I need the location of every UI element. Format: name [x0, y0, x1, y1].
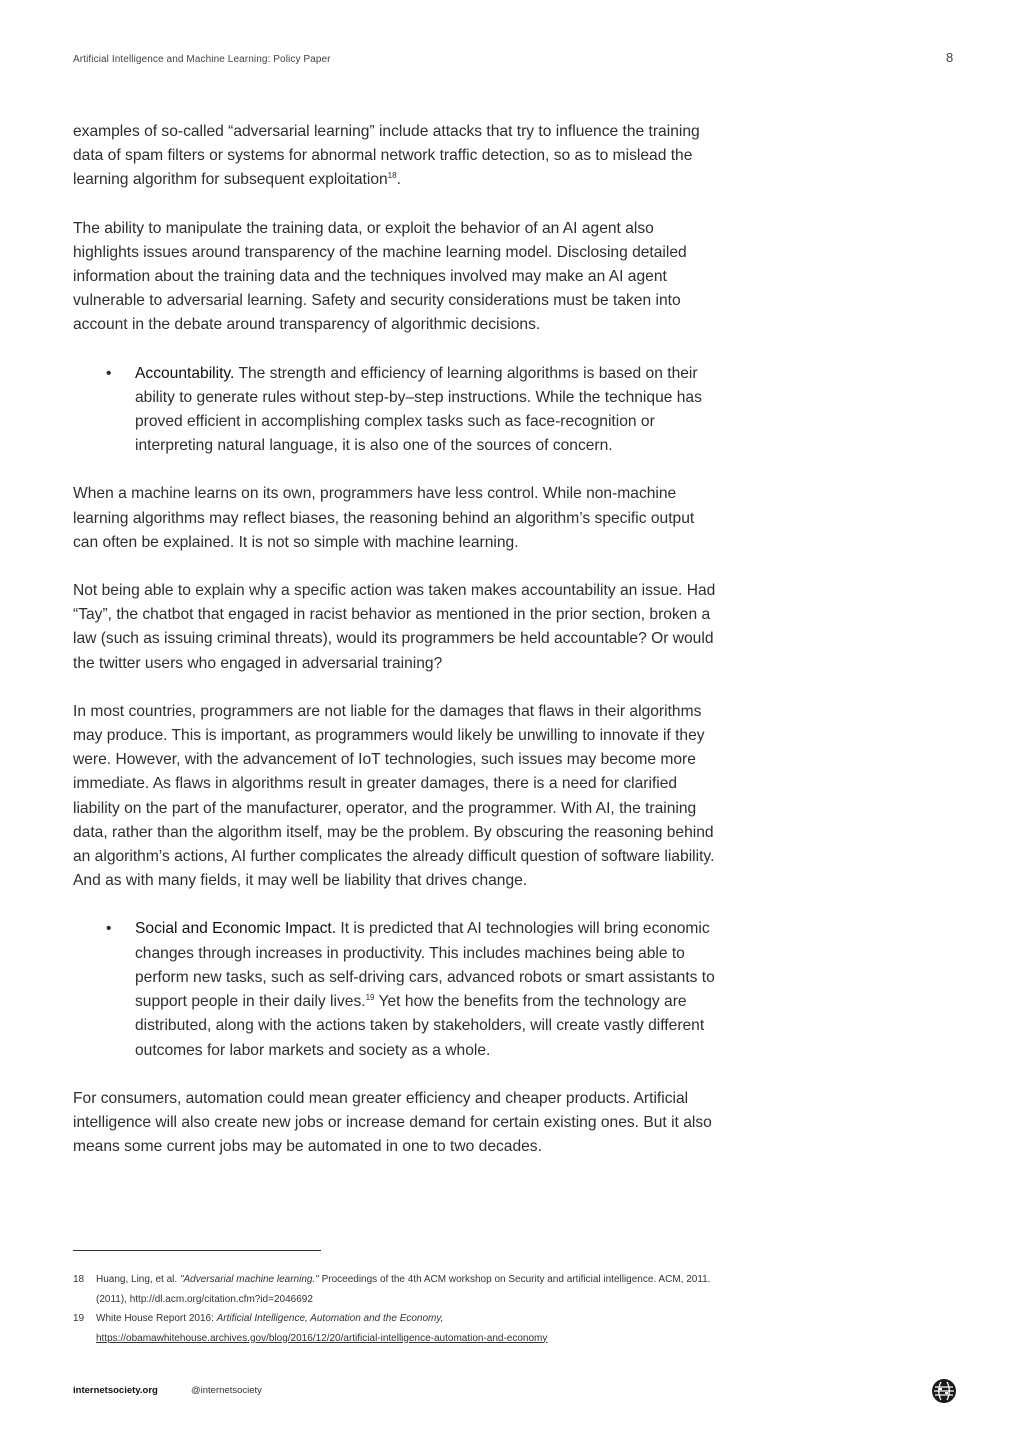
footnote-19	[73, 1309, 713, 1348]
paragraph-adversarial-learning	[73, 120, 723, 193]
footnote-text: Huang, Ling, et al.	[96, 1274, 180, 1285]
main-content	[73, 120, 723, 1183]
paragraph-transparency: The ability to manipulate the training data, or exploit the behavior of an AI agent also highlights issues around transparency of the machine learning model. Disclosing detailed information about the training data and the techniques involved may make an AI agent vulnerable to adversarial learning. Safety and security considerations must be taken into account in the debate around transparency of algorithmic decisions.	[73, 219, 687, 334]
footnote-ref-19[interactable]: 19	[365, 992, 375, 1002]
footnote-title: "Adversarial machine learning."	[179, 1274, 319, 1285]
paragraph-text: examples of so-called “adversarial learning” include attacks that try to influence the training data of spam filters or systems for abnormal network traffic detection, so as to mislead the learning algorithm for subsequent exploitation	[73, 123, 700, 189]
bullet-dot: •	[106, 920, 112, 938]
footnote-title: Artificial Intelligence, Automation and the Economy,	[216, 1313, 444, 1324]
bullet-text-continued: Yet how the benefits from the technology are distributed, along with the actions taken by stakeholders, will create vastly different outcomes for labor markets and society as a whole.	[135, 993, 705, 1059]
footnote-number: 18	[73, 1274, 85, 1285]
paragraph-control: When a machine learns on its own, programmers have less control. While non-machine learning algorithms may reflect biases, the reasoning behind an algorithm’s specific output can often be explained. It is not so simple with machine learning.	[73, 485, 695, 551]
bullet-heading: Social and Economic Impact.	[135, 920, 337, 938]
footnote-ref-18[interactable]: 18	[387, 171, 397, 181]
footnote-18	[73, 1270, 713, 1309]
footnote-text-continued: Proceedings of the 4th ACM workshop on Security and artificial intelligence. ACM, 2011. (2011), http://dl.acm.org/citation.cfm?id=2046692	[96, 1274, 711, 1305]
footnote-divider	[73, 1250, 321, 1251]
footnote-text: White House Report 2016:	[96, 1313, 217, 1324]
paragraph-end: .	[396, 171, 401, 189]
document-title: Artificial Intelligence and Machine Learning: Policy Paper	[73, 54, 331, 65]
paragraph-liability: In most countries, programmers are not liable for the damages that flaws in their algorithms may produce. This is important, as programmers would likely be unwilling to innovate if they were. However, with the advancement of IoT technologies, such issues may become more immediate. As flaws in algorithms result in greater damages, there is a need for clarified liability on the part of the manufacturer, operator, and the programmer. With AI, the training data, rather than the algorithm itself, may be the problem. By obscuring the reasoning behind an algorithm’s actions, AI further complicates the already difficult question of software liability. And as with many fields, it may well be liability that drives change.	[73, 702, 715, 890]
paragraph-tay: Not being able to explain why a specific action was taken makes accountability an issue. Had “Tay”, the chatbot that engaged in racist behavior as mentioned in the prior section, broken a law (such as issuing criminal threats), would its programmers be held accountable? Or would the twitter users who engaged in adversarial training?	[73, 582, 716, 672]
footnotes	[73, 1270, 713, 1348]
paragraph-consumers: For consumers, automation could mean greater efficiency and cheaper products. Artificial intelligence will also create new jobs or increase demand for certain existing ones. But it also means some current jobs may be automated in one to two decades.	[73, 1089, 712, 1156]
footer-website[interactable]: internetsociety.org	[73, 1385, 158, 1396]
footer-handle[interactable]: @internetsociety	[191, 1385, 262, 1396]
footnote-link[interactable]: https://obamawhitehouse.archives.gov/blog/2016/12/20/artificial-intelligence-automation-and-economy	[96, 1332, 548, 1344]
bullet-social-economic-impact	[73, 917, 723, 1062]
internet-society-logo-icon	[931, 1378, 957, 1404]
bullet-text: It is predicted that AI technologies will bring economic changes through increases in productivity. This includes machines being able to perform new tasks, such as self-driving cars, advanced robots or smart assistants to support people in their daily lives.	[135, 920, 715, 1011]
bullet-text: The strength and efficiency of learning algorithms is based on their ability to generate rules without step-by–step instructions. While the technique has proved efficient in accomplishing complex tasks such as face-recognition or interpreting natural language, it is also one of the sources of concern.	[135, 364, 702, 455]
page-number: 8	[946, 50, 954, 65]
bullet-dot: •	[106, 364, 112, 382]
footnote-number: 19	[73, 1313, 85, 1324]
bullet-accountability	[73, 362, 723, 459]
bullet-heading: Accountability.	[135, 364, 235, 382]
